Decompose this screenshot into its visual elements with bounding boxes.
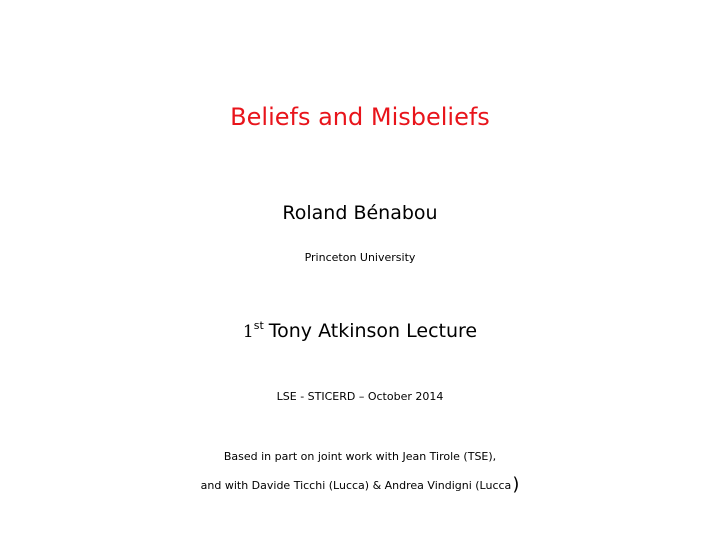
lecture-ordinal-suffix: st xyxy=(253,319,264,332)
collaboration-note-line-2 xyxy=(0,476,720,495)
lecture-ordinal-number: 1 xyxy=(242,322,254,342)
lecture-heading xyxy=(0,317,720,346)
collaboration-note-line-2-text: and with Davide Ticchi (Lucca) & Andrea Vindigni (Lucca xyxy=(200,479,512,492)
slide-title: Beliefs and Misbeliefs xyxy=(230,103,490,131)
collaboration-note-line-1: Based in part on joint work with Jean Tirole (TSE), xyxy=(223,450,497,463)
event-date: LSE - STICERD – October 2014 xyxy=(276,390,444,403)
lecture-name: Tony Atkinson Lecture xyxy=(268,320,478,342)
closing-parenthesis: ) xyxy=(512,474,520,495)
author-institution: Princeton University xyxy=(304,251,416,264)
author-name: Roland Bénabou xyxy=(282,202,438,224)
